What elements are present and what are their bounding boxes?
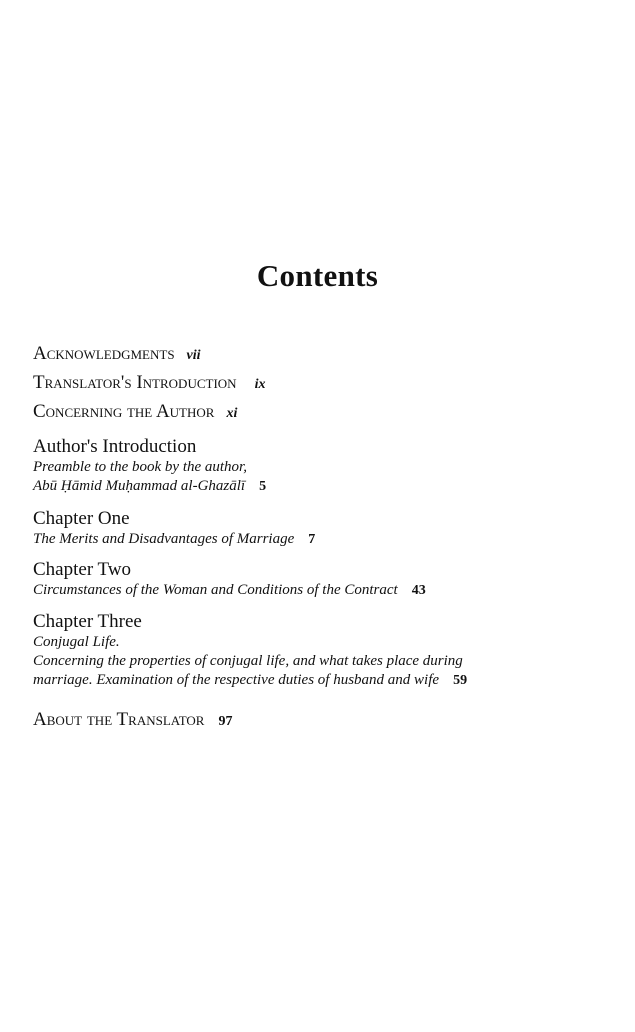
page-title: Contents [256,258,379,293]
toc-section-heading: Author's Introduction [33,436,197,457]
toc-entry-concerning-the-author[interactable] [33,401,237,423]
toc-entry-acknowledgments[interactable] [33,343,201,365]
toc-section-description: Preamble to the book by the author, [33,459,247,475]
toc-page-number: 97 [218,714,233,729]
toc-entry-translators-introduction[interactable] [33,372,265,394]
toc-entry-about-the-translator[interactable] [33,709,232,731]
toc-page-number: 7 [308,532,316,547]
toc-page-number: vii [186,348,201,363]
toc-entry-label: Acknowledgments [33,343,175,364]
toc-entry-label: Translator's Introduction [33,372,237,393]
toc-page-number: xi [226,406,238,421]
toc-chapter-title: The Merits and Disadvantages of Marriage [33,531,295,547]
toc-entry-chapter-one[interactable] [33,508,315,549]
toc-entry-authors-introduction[interactable] [33,436,266,496]
toc-page-number: ix [254,377,266,392]
toc-entry-label: Concerning the Author [33,401,215,422]
toc-entry-chapter-two[interactable] [33,559,426,600]
toc-page-number: 59 [453,673,468,688]
toc-chapter-heading: Chapter One [33,508,130,529]
toc-entry-label: About the Translator [33,709,205,730]
toc-entry-chapter-three[interactable] [33,611,467,690]
toc-chapter-description: marriage. Examination of the respective duties of husband and wife [33,672,440,688]
toc-author-name: Abū Ḥāmid Muḥammad al-Ghazālī [33,478,246,494]
toc-page-number: 43 [411,583,426,598]
toc-chapter-heading: Chapter Three [33,611,142,632]
toc-page-number: 5 [259,479,267,494]
toc-section-description-line [33,477,266,496]
toc-chapter-title: Circumstances of the Woman and Conditions of the Contract [33,582,398,598]
toc-chapter-description: Concerning the properties of conjugal life, and what takes place during [33,653,463,669]
toc-chapter-title: Conjugal Life. [33,634,120,650]
toc-chapter-heading: Chapter Two [33,559,132,580]
